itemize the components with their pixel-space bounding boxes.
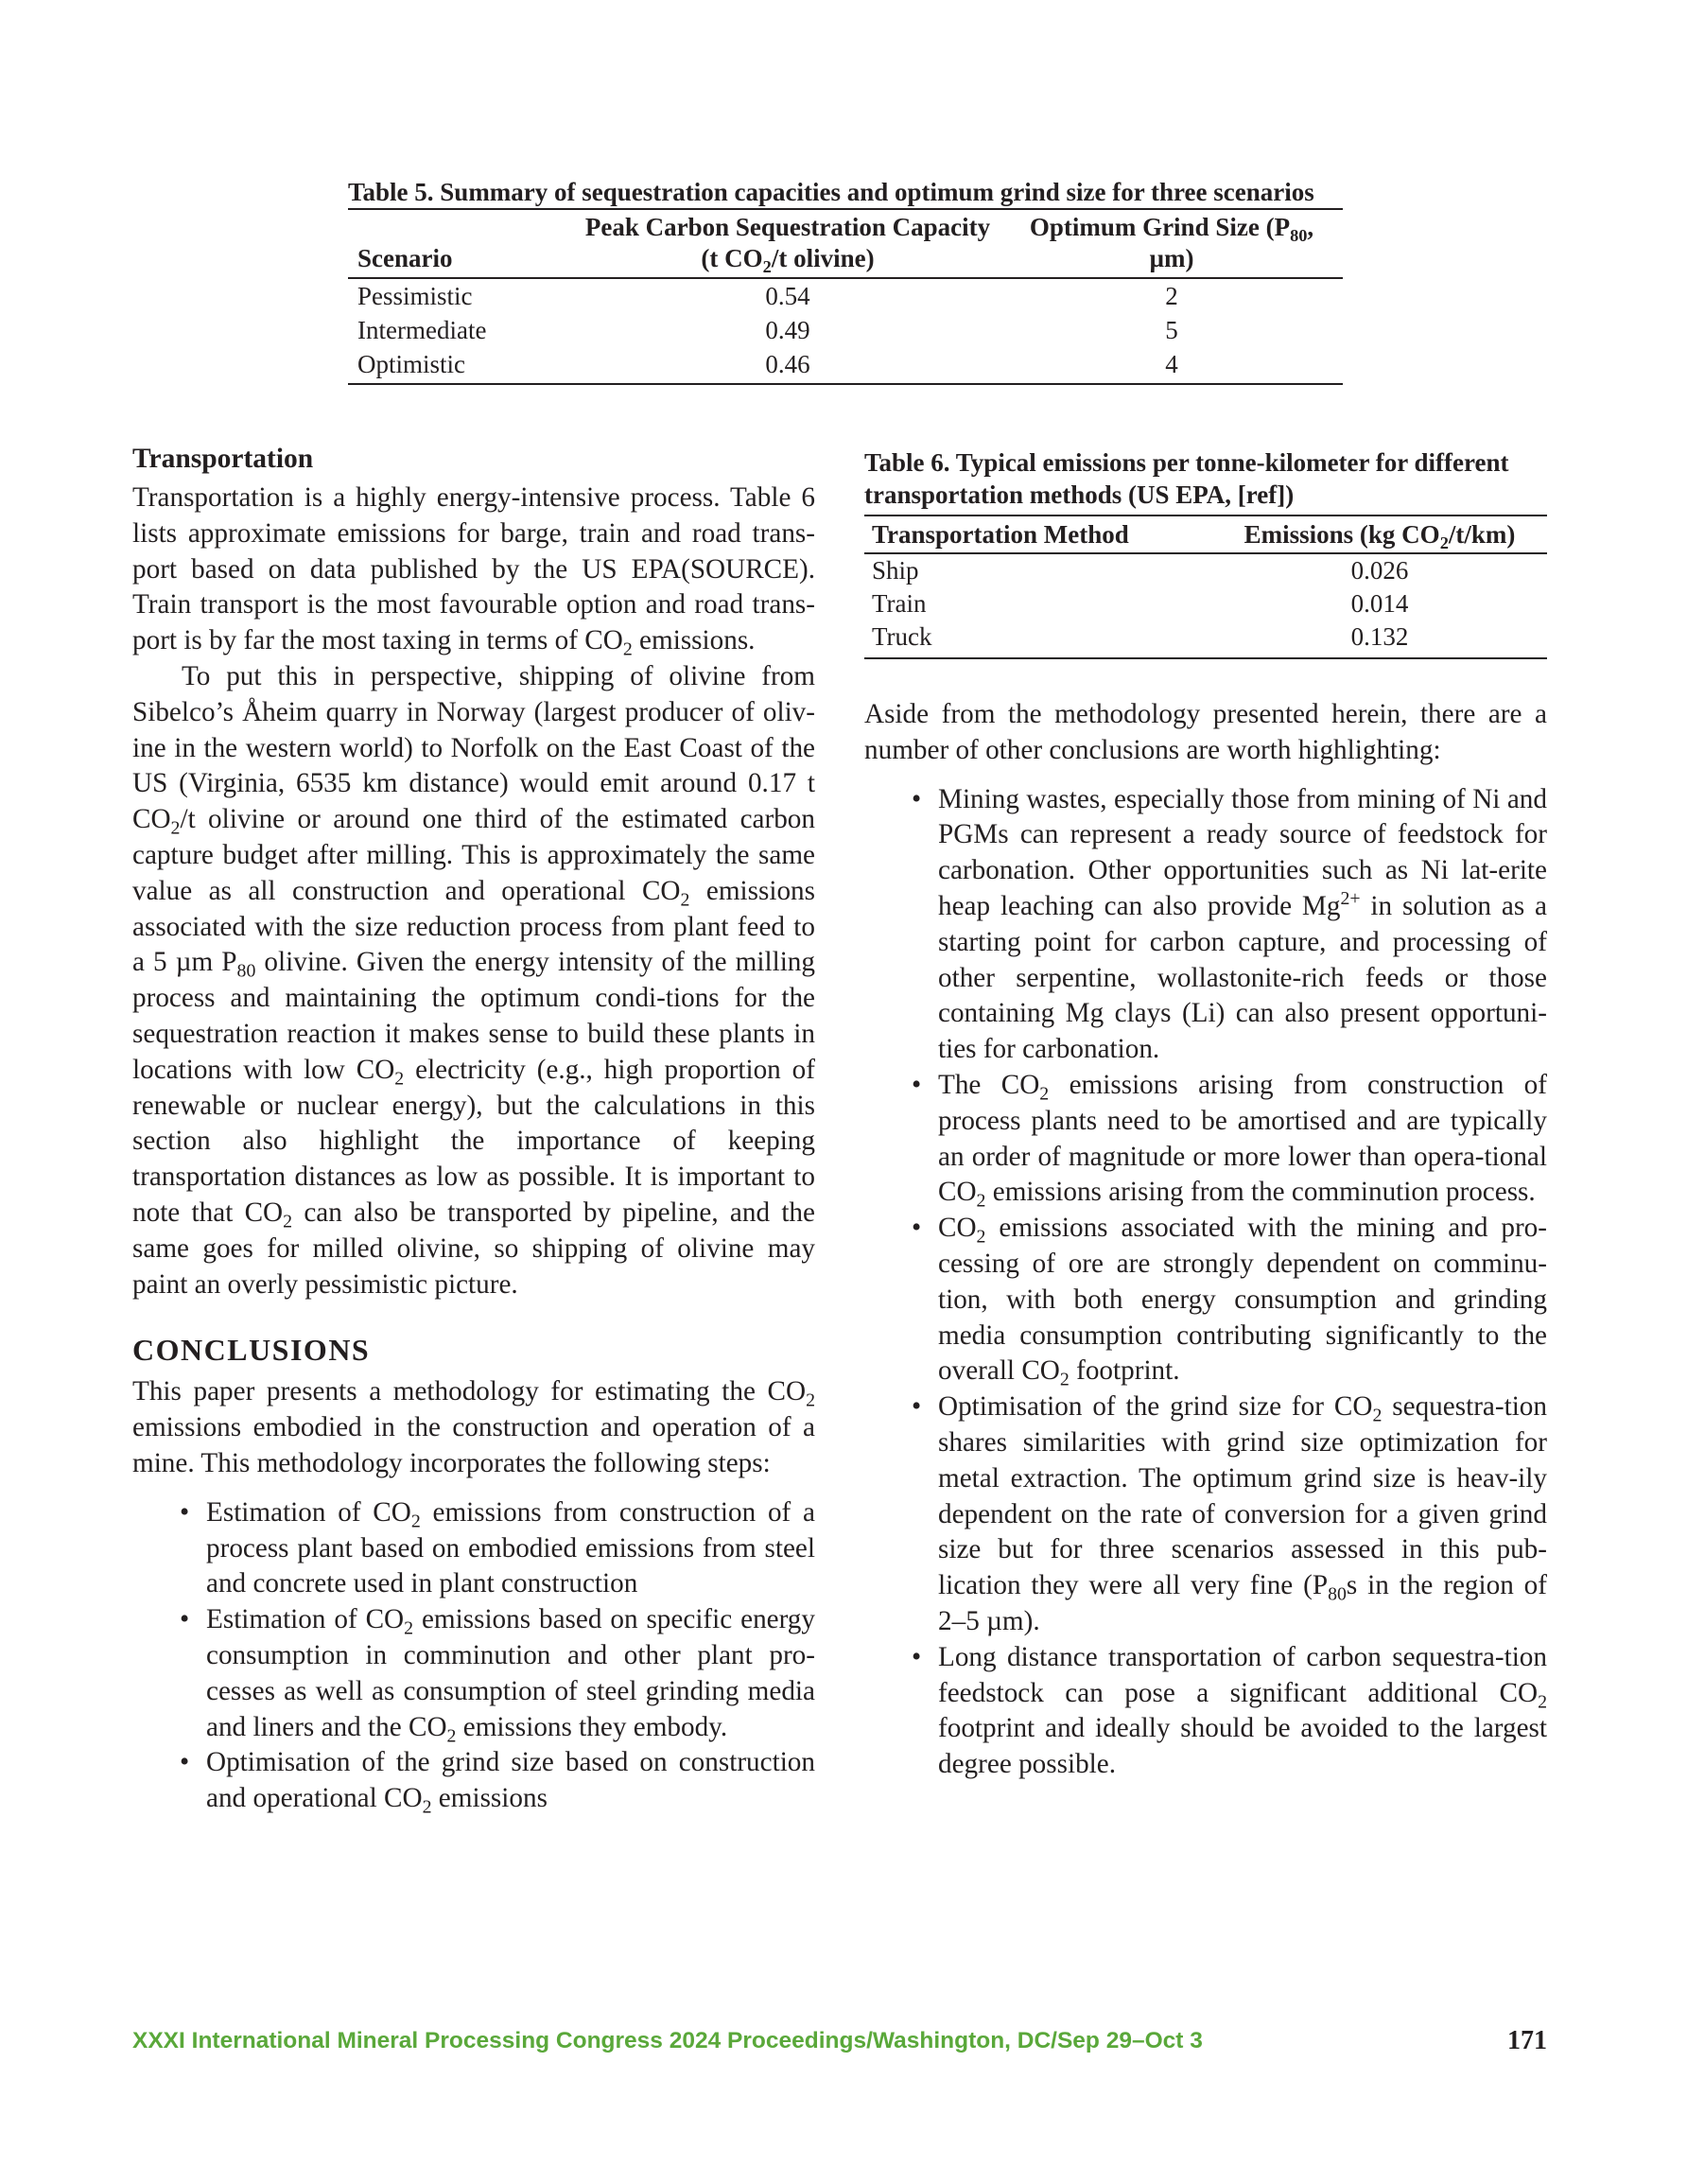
table-5-header-row	[348, 209, 1343, 278]
list-item: • Mining wastes, especially those from mining of Ni and PGMs can represent a ready source of feedstock for carbonation. Other opportunities such as Ni lat-erite heap leaching can also provide $Mg^{2+}$ in solution as a starting point for carbon capture, and processing of other serpentine, wollastonite-rich feeds or those containing Mg clays (Li) can also present opportuni-ties for carbonation.	[938, 782, 1547, 1068]
list-item: • $CO_2$ emissions associated with the mining and pro-cessing of ore are strongly dependent on comminu-tion, with both energy consumption and grinding media consumption contributing significantly to the overall $CO_2$ footprint.	[938, 1211, 1547, 1389]
table-5-grid	[348, 208, 1343, 385]
table-row	[864, 620, 1547, 658]
table-row	[864, 553, 1547, 587]
table-cell-emissions: 0.026	[1350, 556, 1409, 585]
table-cell-grind: 5	[1165, 316, 1178, 344]
transportation-heading: Transportation	[132, 444, 314, 474]
table-cell-scenario: Intermediate	[357, 316, 487, 344]
table-row	[348, 347, 1343, 384]
table-row	[348, 313, 1343, 347]
conclusions-list	[938, 782, 1547, 1783]
conclusions-paragraph: This paper presents a methodology for estimating the $CO_2$ emissions embodied in the construction and operation of a mine. This methodology incorporates the following steps:	[132, 1376, 815, 1478]
table-6	[864, 446, 1547, 659]
table-cell-capacity: 0.54	[765, 282, 810, 310]
table-cell-capacity: 0.49	[765, 316, 810, 344]
footer-proceedings-text: XXXI International Mineral Processing Congress 2024 Proceedings/Washington, DC/Sep 29–Oct 3	[132, 2028, 1203, 2053]
page-number: 171	[1507, 2026, 1547, 2055]
transportation-paragraph-2: To put this in perspective, shipping of olivine from Sibelco’s Åheim quarry in Norway (largest producer of oliv-ine in the western world) to Norfolk on the East Coast of the US (Virginia, 6535 km distance) would emit around 0.17 t $CO_2/t$ olivine or around one third of the estimated carbon capture budget after milling. This is approximately the same value as all construction and operational $CO_2$ emissions associated with the size reduction process from plant feed to a 5 µm $P_{80}$ olivine. Given the energy intensity of the milling process and maintaining the optimum condi-tions for the sequestration reaction it makes sense to build these plants in locations with low $CO_2$ electricity (e.g., high proportion of renewable or nuclear energy), but the calculations in this section also highlight the importance of keeping transportation distances as low as possible. It is important to note that $CO_2$ can also be transported by pipeline, and the same goes for milled olivine, so shipping of olivine may paint an overly pessimistic picture.	[132, 660, 816, 1300]
table-row	[348, 278, 1343, 313]
table-6-header-emissions: Emissions (kg $CO_2/t/km$)	[1244, 520, 1516, 552]
list-item: • Optimisation of the grind size based on construction and operational $CO_2$ emissions	[206, 1745, 815, 1817]
list-item: • Optimisation of the grind size for $CO_2$ sequestra-tion shares similarities with grind size optimization for metal extraction. The optimum grind size is heav-ily dependent on the rate of conversion for a given grind size but for three scenarios assessed in this pub-lication they were all very fine ($P_{80}s$ in the region of 2–5 µm).	[938, 1389, 1547, 1640]
table-cell-scenario: Optimistic	[357, 350, 465, 378]
table-6-header-row	[864, 515, 1547, 553]
left-column	[132, 441, 815, 1817]
conclusions-intro-paragraph: Aside from the methodology presented herein, there are a number of other conclusions are worth highlighting:	[864, 699, 1547, 765]
table-5-caption: Table 5. Summary of sequestration capacities and optimum grind size for three scenarios	[348, 178, 1314, 206]
list-item: • The $CO_2$ emissions arising from construction of process plants need to be amortised and are typically an order of magnitude or more lower than opera-tional $CO_2$ emissions arising from the comminution process.	[938, 1068, 1547, 1211]
table-6-header-method: Transportation Method	[872, 520, 1129, 549]
table-cell-capacity: 0.46	[765, 350, 810, 378]
table-cell-method: Truck	[872, 622, 932, 651]
table-cell-grind: 4	[1165, 350, 1178, 378]
table-cell-scenario: Pessimistic	[357, 282, 473, 310]
methodology-steps-list	[206, 1495, 815, 1817]
table-5-header-scenario: Scenario	[357, 244, 453, 272]
table-cell-grind: 2	[1165, 282, 1178, 310]
conclusions-heading: CONCLUSIONS	[132, 1333, 371, 1368]
right-column	[864, 446, 1547, 1783]
list-item: • Estimation of $CO_2$ emissions based on specific energy consumption in comminution and other plant pro-cesses as well as consumption of steel grinding media and liners and the $CO_2$ emissions they embody.	[206, 1602, 815, 1745]
table-5-header-grind: Optimum Grind Size ($P_{80}$, µm)	[1029, 213, 1314, 272]
list-item: • Estimation of $CO_2$ emissions from construction of a process plant based on embodied emissions from steel and concrete used in plant construction	[206, 1495, 815, 1602]
table-row	[864, 587, 1547, 620]
table-6-grid	[864, 515, 1547, 659]
table-5	[348, 176, 1343, 385]
page-footer	[132, 2022, 1547, 2060]
table-cell-method: Train	[872, 589, 927, 618]
transportation-paragraph-1: Transportation is a highly energy-intensive process. Table 6 lists approximate emissions for barge, train and road trans-port based on data published by the US EPA(SOURCE). Train transport is the most favourable option and road trans-port is by far the most taxing in terms of $CO_2$ emissions.	[132, 482, 815, 660]
table-cell-method: Ship	[872, 556, 919, 585]
table-5-header-capacity: Peak Carbon Sequestration Capacity (t $CO_2/t$ olivine)	[584, 213, 991, 276]
list-item: • Long distance transportation of carbon sequestra-tion feedstock can pose a significant additional $CO_2$ footprint and ideally should be avoided to the largest degree possible.	[938, 1640, 1547, 1783]
table-cell-emissions: 0.014	[1350, 589, 1409, 618]
table-cell-emissions: 0.132	[1350, 622, 1409, 651]
table-6-caption: Table 6. Typical emissions per tonne-kilometer for different transportation methods (US EPA, [ref])	[864, 448, 1509, 509]
